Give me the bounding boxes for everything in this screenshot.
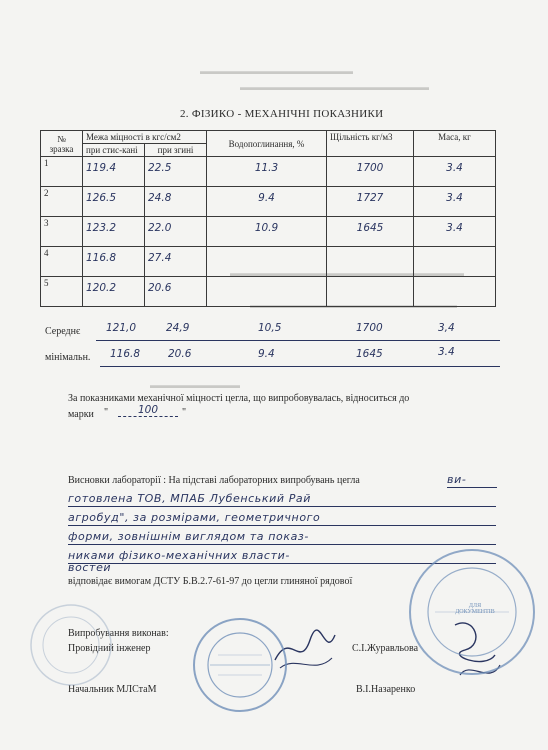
col-header-density: Щільність кг/м3 — [327, 131, 414, 157]
cell-bending: 20.6 — [148, 282, 172, 294]
cell-compression: 120.2 — [86, 282, 117, 294]
cell-compression: 119.4 — [86, 162, 117, 174]
col-header-mass: Маса, кг — [414, 131, 496, 157]
stamp-center-text: ДЛЯ ДОКУМЕНТІВ — [455, 603, 495, 615]
cell-water: 10.9 — [254, 222, 279, 234]
cell-mass: 3.4 — [446, 222, 463, 234]
conclusion-hand-line-3: форми, зовнішнім виглядом та показ- — [68, 530, 496, 545]
average-mass: 3,4 — [438, 322, 455, 334]
minimum-density: 1645 — [356, 348, 383, 360]
col-header-bending: при згині — [145, 144, 207, 157]
conclusion-hand-line-5: востей — [68, 561, 112, 574]
lead-engineer-title: Провідний інженер — [68, 643, 151, 654]
properties-table — [40, 130, 496, 307]
minimum-label: мінімальн. — [45, 352, 91, 363]
cell-density: 1727 — [356, 192, 384, 204]
cell-bending: 24.8 — [148, 192, 172, 204]
head-title: Начальник МЛСтаМ — [68, 684, 157, 695]
table-row: 4 116.8 27.4 — [41, 247, 496, 277]
grade-open-quote: " — [104, 407, 109, 418]
grade-label: марки — [68, 409, 94, 420]
conclusion-hand-line-0: ви- — [447, 473, 497, 488]
conclusion-label: Висновки лабораторії : На підставі лабораторних випробувань цегла — [68, 475, 360, 486]
grade-value: 100 — [118, 404, 178, 417]
conclusion-hand-line-4: никами фізико-механічних власти- — [68, 549, 496, 564]
cell-compression: 126.5 — [86, 192, 117, 204]
cell-compression: 123.2 — [86, 222, 117, 234]
document-page: ▬▬▬▬▬▬▬▬▬▬▬▬▬▬▬▬▬ ▬▬▬▬▬▬▬▬▬▬▬▬▬▬▬▬▬▬▬▬▬ ▬▬▬▬▬▬▬▬▬▬▬▬▬▬▬▬▬▬▬▬▬▬▬▬▬▬ ▬▬▬▬▬▬▬▬▬▬▬▬▬▬▬▬▬▬▬▬▬▬▬ ▬▬▬▬▬▬▬▬▬▬ 2. ФІЗИКО - МЕХАНІЧНІ ПОКАЗНИКИ № зразка Межа міцності в кгс/см2 Водопоглинання, % Щільність кг/м3 Маса, кг при стис-кані при згині 1 119.4 22.5 11.3 1700 3.4 2 126.5 24.8 9.4 1727 3.4 3 123.2 22.0 10.9 1645 3.4 4 116.8 27.4 5 120.2 20.6 Середнє 121,0 24,9 10,5 1700 3,4 мінімальн. 116.8 20.6 9.4 1645 3.4 За показниками механічної міцності цегла, що випробовувалась, відноситься до марки " 100 " Висновки лабораторії : На підставі лабораторних випробувань цегла ви- готовлена ТОВ, МПАБ Лубенський Рай агробуд", за розмірами, геометричного форми, зовнішнім виглядом та показ- никами фізико-механічних власти- востей відповідає вимогам ДСТУ Б.В.2.7-61-97 до цегли глиняної рядової Випробування виконав: Провідний інженер С.І.Журавльова Начальник МЛСтаМ В.І.Назаренко ДЛЯ ДОКУМЕНТІВ — [0, 0, 548, 750]
minimum-underline — [100, 366, 500, 367]
table-row: 5 120.2 20.6 — [41, 277, 496, 307]
grade-close-quote: " — [182, 407, 187, 418]
faint-stamp-left — [26, 600, 116, 690]
lead-engineer-name: С.І.Журавльова — [352, 643, 419, 654]
average-density: 1700 — [356, 322, 383, 334]
cell-bending: 22.0 — [148, 222, 172, 234]
col-header-compression: при стис-кані — [83, 144, 145, 157]
table-row: 2 126.5 24.8 9.4 1727 3.4 — [41, 187, 496, 217]
average-compression: 121,0 — [106, 322, 137, 334]
minimum-mass: 3.4 — [438, 346, 455, 358]
cell-water: 11.3 — [254, 162, 279, 174]
col-header-number: № зразка — [41, 131, 83, 157]
cell-bending: 27.4 — [148, 252, 172, 264]
cell-water: 9.4 — [258, 192, 275, 204]
grade-text: За показниками механічної міцності цегла, що випробовувалась, відноситься до — [68, 393, 410, 404]
cell-mass: 3.4 — [446, 162, 463, 174]
conclusion-hand-line-2: агробуд", за розмірами, геометричного — [68, 511, 496, 526]
cell-mass: 3.4 — [446, 192, 463, 204]
table-row: 1 119.4 22.5 11.3 1700 3.4 — [41, 157, 496, 187]
cell-compression: 116.8 — [86, 252, 117, 264]
cell-density: 1700 — [356, 162, 384, 174]
average-label: Середнє — [45, 326, 81, 337]
minimum-compression: 116.8 — [110, 348, 141, 360]
col-header-water: Водопоглинання, % — [207, 131, 327, 157]
cell-bending: 22.5 — [148, 162, 172, 174]
round-stamp-center — [190, 615, 290, 715]
conclusion-tail: відповідає вимогам ДСТУ Б.В.2.7-61-97 до цегли глиняної рядової — [68, 576, 353, 587]
col-header-strength: Межа міцності в кгс/см2 — [83, 131, 207, 144]
head-name: В.І.Назаренко — [356, 684, 416, 695]
minimum-water: 9.4 — [258, 348, 275, 360]
average-underline — [96, 340, 500, 341]
performed-by-label: Випробування виконав: — [68, 628, 169, 639]
average-water: 10,5 — [258, 322, 282, 334]
table-row: 3 123.2 22.0 10.9 1645 3.4 — [41, 217, 496, 247]
section-title: 2. ФІЗИКО - МЕХАНІЧНІ ПОКАЗНИКИ — [180, 108, 384, 120]
average-bending: 24,9 — [166, 322, 190, 334]
minimum-bending: 20.6 — [168, 348, 192, 360]
conclusion-hand-line-1: готовлена ТОВ, МПАБ Лубенський Рай — [68, 492, 496, 507]
cell-density: 1645 — [356, 222, 384, 234]
